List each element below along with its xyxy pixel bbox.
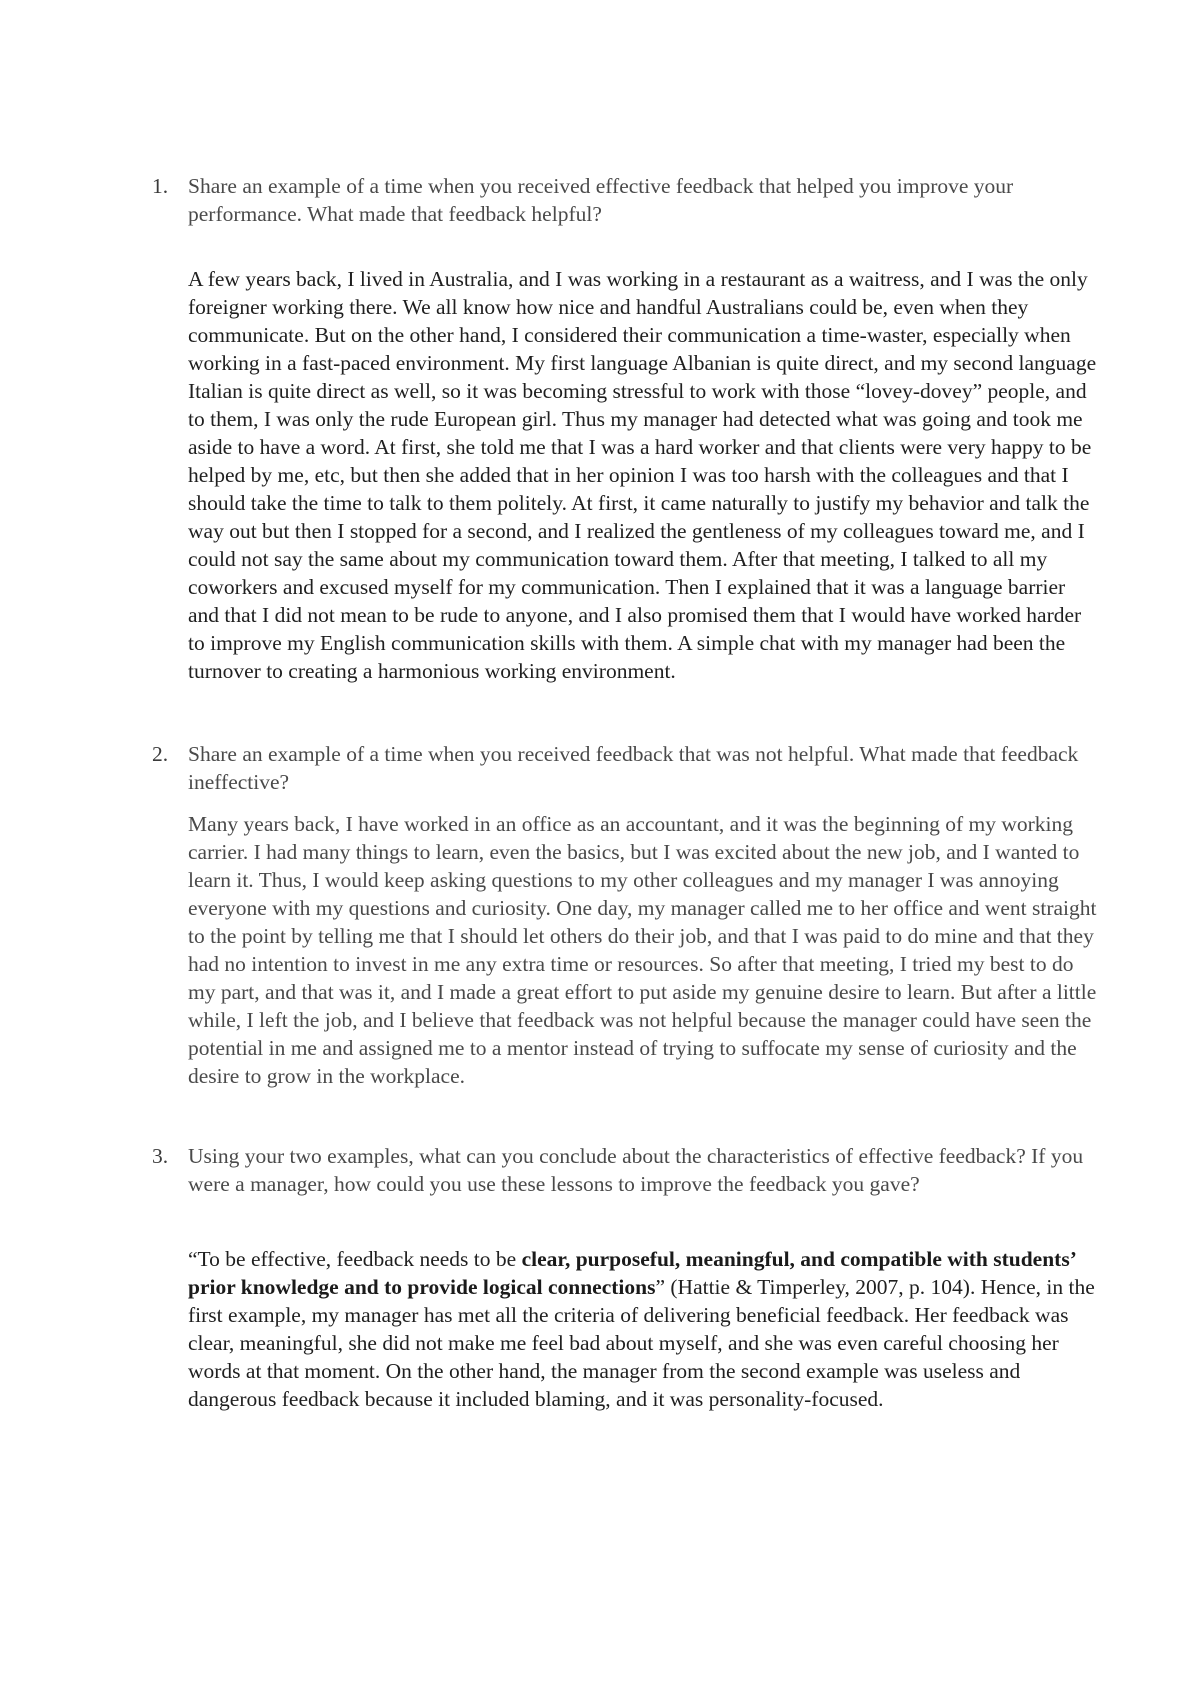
answer-3 xyxy=(188,1245,1100,1413)
answer-3-bold-quote: clear, purposeful, meaningful, and compatible with students’ prior knowledge and to provide logical connections xyxy=(188,1247,1076,1299)
answer-3-quote-start: “To be effective, feedback needs to be xyxy=(188,1247,522,1271)
question-number: 2. xyxy=(152,742,169,766)
answer-2: Many years back, I have worked in an office as an accountant, and it was the beginning of my working carrier. I had many things to learn, even the basics, but I was excited about the new job, and I wanted to learn it. Thus, I would keep asking questions to my other colleagues and my manager I was annoying everyone with my questions and curiosity. One day, my manager called me to her office and went straight to the point by telling me that I should let others do their job, and that I was paid to do mine and that they had no intention to invest in me any extra time or resources. So after that meeting, I tried my best to do my part, and that was it, and I made a great effort to put aside my genuine desire to learn. But after a little while, I left the job, and I believe that feedback was not helpful because the manager could have seen the potential in me and assigned me to a mentor instead of trying to suffocate my sense of curiosity and the desire to grow in the workplace. xyxy=(188,812,1097,1088)
question-text: Share an example of a time when you received effective feedback that helped you improve your performance. What made that feedback helpful? xyxy=(188,174,1014,226)
question-number: 3. xyxy=(152,1144,169,1168)
question-1 xyxy=(152,172,1092,228)
answer-3-rest: ” (Hattie & Timperley, 2007, p. 104). Hence, in the first example, my manager has met all the criteria of delivering beneficial feedback. Her feedback was clear, meaningful, she did not make me feel bad about myself, and she was even careful choosing her words at that moment. On the other hand, the manager from the second example was useless and dangerous feedback because it included blaming, and it was personality-focused. xyxy=(188,1275,1095,1411)
question-text: Share an example of a time when you received feedback that was not helpful. What made that feedback ineffective? xyxy=(188,742,1079,794)
question-text: Using your two examples, what can you conclude about the characteristics of effective feedback? If you were a manager, how could you use these lessons to improve the feedback you gave? xyxy=(188,1144,1084,1196)
answer-1: A few years back, I lived in Australia, and I was working in a restaurant as a waitress, and I was the only foreigner working there. We all know how nice and handful Australians could be, even when they communicate. But on the other hand, I considered their communication a time-waster, especially when working in a fast-paced environment. My first language Albanian is quite direct, and my second language Italian is quite direct as well, so it was becoming stressful to work with those “lovey-dovey” people, and to them, I was only the rude European girl. Thus my manager had detected what was going and took me aside to have a word. At first, she told me that I was a hard worker and that clients were very happy to be helped by me, etc, but then she added that in her opinion I was too harsh with the colleagues and that I should take the time to talk to them politely. At first, it came naturally to justify my behavior and talk the way out but then I stopped for a second, and I realized the gentleness of my colleagues toward me, and I could not say the same about my communication toward them. After that meeting, I talked to all my coworkers and excused myself for my communication. Then I explained that it was a language barrier and that I did not mean to be rude to anyone, and I also promised them that I would have worked harder to improve my English communication skills with them. A simple chat with my manager had been the turnover to creating a harmonious working environment. xyxy=(188,267,1097,683)
question-number: 1. xyxy=(152,174,169,198)
question-3 xyxy=(152,1142,1092,1198)
question-2 xyxy=(152,740,1092,796)
